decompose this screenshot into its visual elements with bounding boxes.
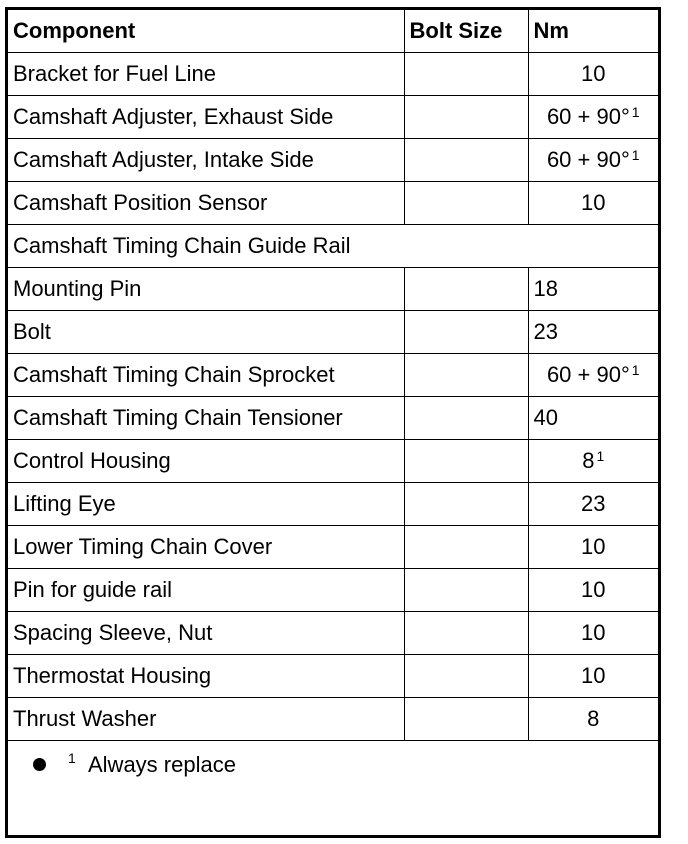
table-row: [8, 353, 658, 396]
nm-cell: [528, 310, 658, 353]
table-row: [8, 224, 658, 267]
component-cell: Camshaft Timing Chain Tensioner: [8, 396, 404, 439]
bolt-size-cell: [404, 267, 528, 310]
component-cell: Mounting Pin: [8, 267, 404, 310]
nm-value: 60 + 90°: [546, 361, 630, 387]
nm-value: 8: [587, 705, 600, 731]
nm-cell: [528, 353, 658, 396]
bolt-size-cell: [404, 181, 528, 224]
nm-value: 60 + 90°: [546, 146, 630, 172]
bullet-icon: [33, 758, 46, 771]
nm-value: 18: [533, 275, 558, 301]
nm-cell: [528, 396, 658, 439]
nm-cell: [528, 525, 658, 568]
table-row: [8, 439, 658, 482]
nm-cell: [528, 439, 658, 482]
nm-cell: [528, 95, 658, 138]
bolt-size-cell: [404, 353, 528, 396]
component-cell: Camshaft Timing Chain Sprocket: [8, 353, 404, 396]
table-row: [8, 525, 658, 568]
section-heading-cell: Camshaft Timing Chain Guide Rail: [8, 224, 658, 267]
footnote: [8, 740, 658, 838]
bolt-size-cell: [404, 396, 528, 439]
component-cell: Camshaft Position Sensor: [8, 181, 404, 224]
table-row: [8, 482, 658, 525]
bolt-size-cell: [404, 138, 528, 181]
table-row: [8, 611, 658, 654]
column-header-nm: Nm: [528, 10, 658, 52]
table-row: [8, 181, 658, 224]
bolt-size-cell: [404, 52, 528, 95]
bolt-size-cell: [404, 482, 528, 525]
table-row: [8, 310, 658, 353]
nm-value: 10: [581, 619, 606, 645]
bolt-size-cell: [404, 697, 528, 740]
column-header-component: Component: [8, 10, 404, 52]
nm-value: 10: [581, 533, 606, 559]
nm-value: 10: [581, 189, 606, 215]
table-header-row: [8, 10, 658, 52]
table-row: [8, 138, 658, 181]
table-row: [8, 654, 658, 697]
nm-cell: [528, 181, 658, 224]
nm-value: 10: [581, 662, 606, 688]
nm-cell: [528, 138, 658, 181]
nm-value: 23: [533, 318, 558, 344]
component-cell: Thermostat Housing: [8, 654, 404, 697]
table-row: [8, 396, 658, 439]
component-cell: Bracket for Fuel Line: [8, 52, 404, 95]
footnote-reference: 1: [596, 447, 605, 464]
bolt-size-cell: [404, 95, 528, 138]
bolt-size-cell: [404, 525, 528, 568]
nm-cell: [528, 697, 658, 740]
nm-cell: [528, 52, 658, 95]
component-cell: Spacing Sleeve, Nut: [8, 611, 404, 654]
table-row: [8, 95, 658, 138]
nm-value: 10: [581, 576, 606, 602]
torque-spec-table: [8, 10, 658, 741]
component-cell: Camshaft Adjuster, Intake Side: [8, 138, 404, 181]
component-cell: Control Housing: [8, 439, 404, 482]
table-row: [8, 568, 658, 611]
component-cell: Thrust Washer: [8, 697, 404, 740]
nm-value: 40: [533, 404, 558, 430]
column-header-bolt-size: Bolt Size: [404, 10, 528, 52]
table-row: [8, 267, 658, 310]
nm-value: 10: [581, 60, 606, 86]
nm-value: 23: [581, 490, 606, 516]
table-row: [8, 697, 658, 740]
bolt-size-cell: [404, 439, 528, 482]
footnote-reference: 1: [631, 146, 640, 163]
nm-cell: [528, 568, 658, 611]
component-cell: Lower Timing Chain Cover: [8, 525, 404, 568]
torque-spec-sheet: [5, 7, 661, 838]
component-cell: Bolt: [8, 310, 404, 353]
footnote-marker: 1: [68, 750, 76, 766]
bolt-size-cell: [404, 654, 528, 697]
nm-value: 60 + 90°: [546, 103, 630, 129]
nm-cell: [528, 611, 658, 654]
nm-cell: [528, 654, 658, 697]
table-row: [8, 52, 658, 95]
footnote-reference: 1: [631, 361, 640, 378]
nm-value: 8: [582, 447, 595, 473]
nm-cell: [528, 267, 658, 310]
bolt-size-cell: [404, 568, 528, 611]
bolt-size-cell: [404, 611, 528, 654]
footnote-text: Always replace: [88, 752, 236, 777]
nm-cell: [528, 482, 658, 525]
component-cell: Lifting Eye: [8, 482, 404, 525]
bolt-size-cell: [404, 310, 528, 353]
footnote-reference: 1: [631, 103, 640, 120]
component-cell: Pin for guide rail: [8, 568, 404, 611]
component-cell: Camshaft Adjuster, Exhaust Side: [8, 95, 404, 138]
